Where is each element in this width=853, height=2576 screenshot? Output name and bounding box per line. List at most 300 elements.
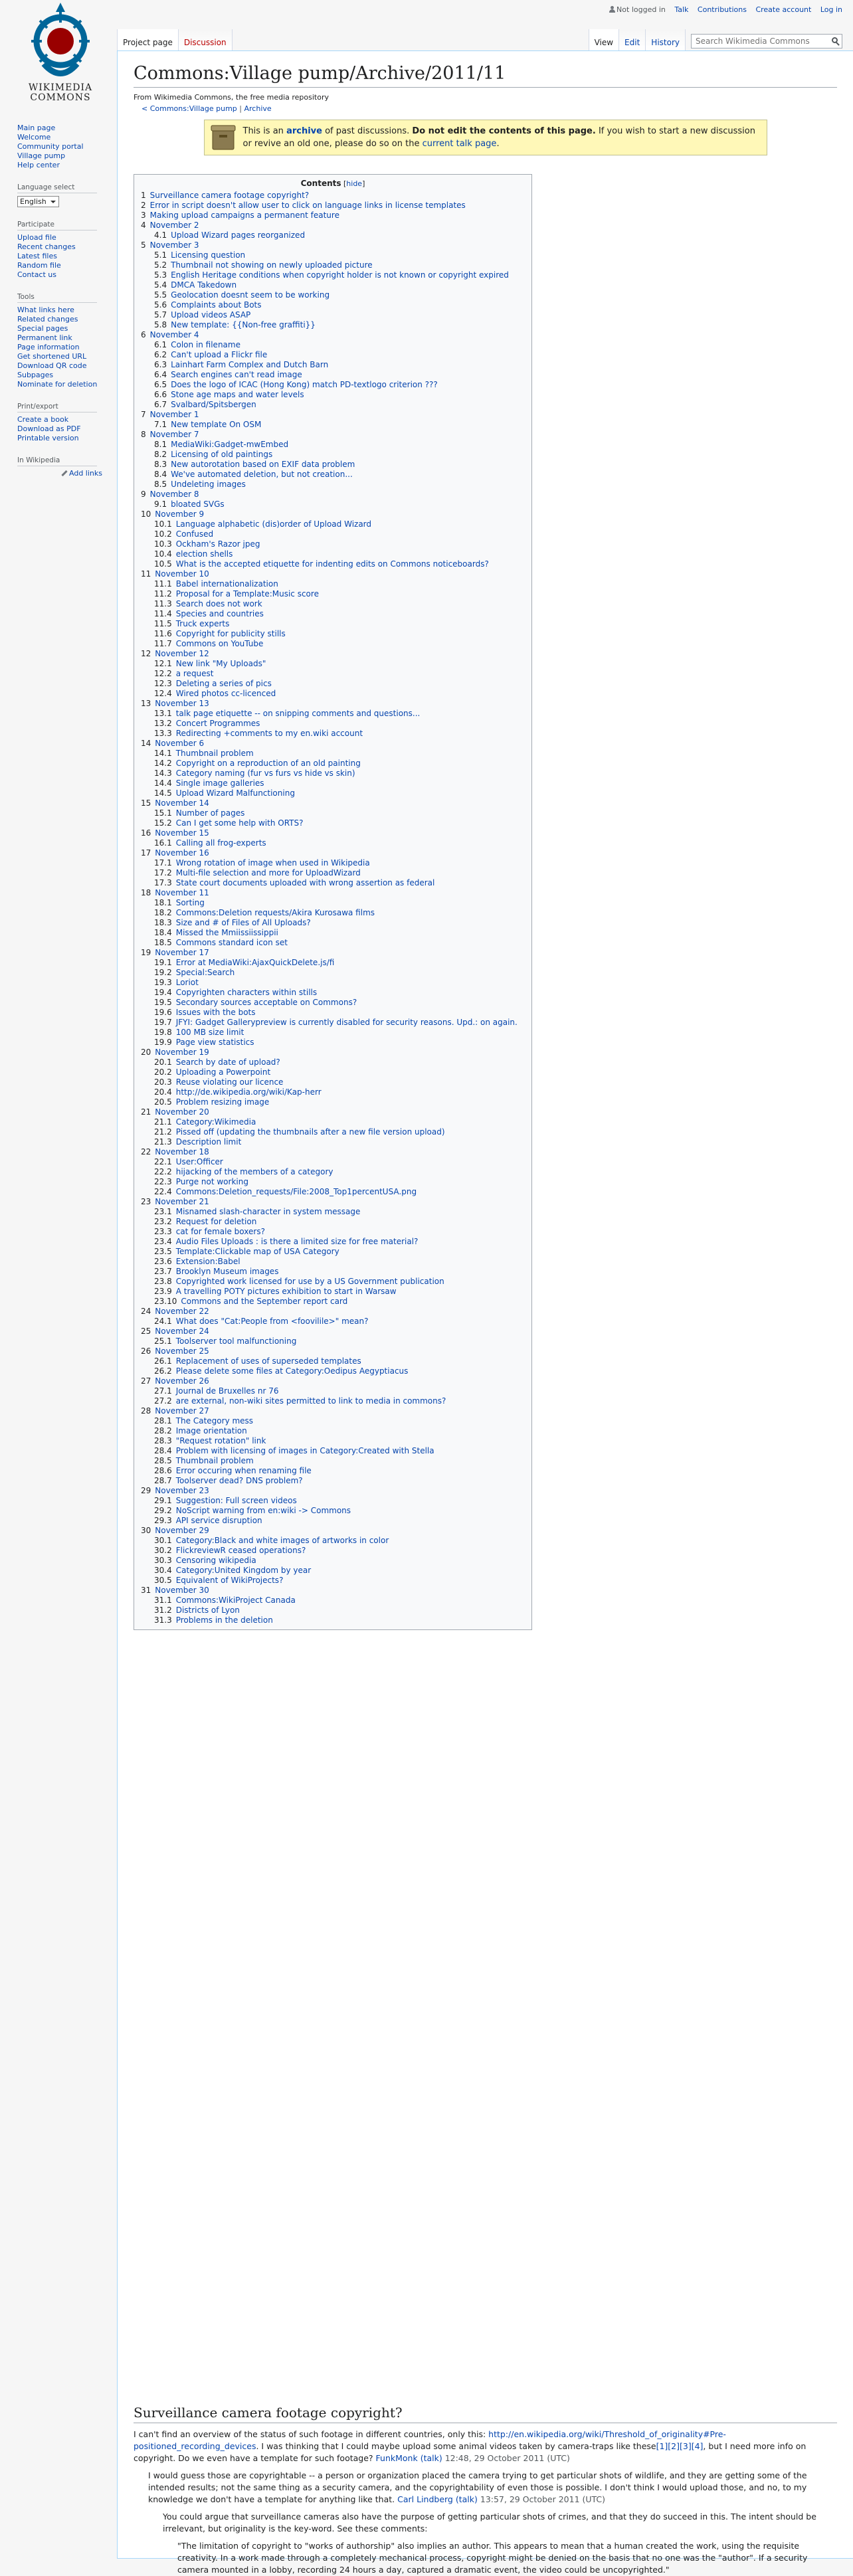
toc-entry[interactable] — [141, 1466, 525, 1476]
toc-entry[interactable] — [141, 1376, 525, 1386]
toc-entry-label[interactable]: Multi-file selection and more for UploadWizard — [175, 868, 361, 877]
toc-entry-label[interactable]: Toolserver dead? DNS problem? — [175, 1476, 303, 1485]
toc-entry-label[interactable]: November 17 — [155, 948, 209, 957]
toc-entry-label[interactable]: November 6 — [155, 739, 205, 748]
toc-entry-label[interactable]: Can I get some help with ORTS? — [175, 818, 304, 828]
toc-entry[interactable] — [141, 739, 525, 749]
sidebar-item-upload-file[interactable]: Upload file — [17, 233, 56, 242]
toc-entry-label[interactable]: November 14 — [155, 798, 209, 808]
toc-entry-label[interactable]: Copyrighten characters within stills — [175, 988, 318, 997]
toc-entry[interactable] — [141, 1038, 525, 1048]
toc-entry[interactable] — [141, 649, 525, 659]
toc-entry-label[interactable]: Pissed off (updating the thumbnails after a new file version upload) — [175, 1127, 445, 1137]
toc-entry-label[interactable]: Category:United Kingdom by year — [175, 1566, 312, 1575]
toc-entry-label[interactable]: Language alphabetic (dis)order of Upload Wizard — [175, 519, 372, 529]
toc-entry[interactable] — [141, 250, 525, 260]
toc-entry[interactable] — [141, 958, 525, 968]
tab-project-page[interactable]: Project page — [117, 29, 179, 50]
toc-entry[interactable] — [141, 609, 525, 619]
toc-entry[interactable] — [141, 569, 525, 579]
toc-entry[interactable] — [141, 828, 525, 838]
toc-entry-label[interactable]: Secondary sources acceptable on Commons? — [175, 998, 357, 1007]
toc-entry[interactable] — [141, 749, 525, 759]
toc-entry-label[interactable]: Districts of Lyon — [175, 1606, 240, 1615]
toc-entry-label[interactable]: A travelling POTY pictures exhibition to start in Warsaw — [175, 1287, 397, 1296]
toc-entry-label[interactable]: Redirecting +comments to my en.wiki account — [175, 729, 363, 738]
toc-entry[interactable] — [141, 470, 525, 480]
toc-entry[interactable] — [141, 1406, 525, 1416]
toc-entry[interactable] — [141, 230, 525, 240]
toc-entry-label[interactable]: a request — [175, 669, 214, 678]
toc-entry-label[interactable]: DMCA Takedown — [171, 280, 237, 290]
toc-entry[interactable] — [141, 370, 525, 380]
language-select[interactable]: English — [17, 196, 59, 207]
toc-entry[interactable] — [141, 559, 525, 569]
toc-entry[interactable] — [141, 1187, 525, 1197]
toc-entry-label[interactable]: Search by date of upload? — [175, 1058, 280, 1067]
sidebar-item-related-changes[interactable]: Related changes — [17, 315, 78, 323]
toc-entry-label[interactable]: November 27 — [155, 1406, 209, 1416]
toc-entry-label[interactable]: Truck experts — [175, 619, 230, 628]
toc-entry[interactable] — [141, 320, 525, 330]
toc-entry-label[interactable]: November 1 — [149, 410, 199, 419]
toc-entry[interactable] — [141, 440, 525, 450]
toc-entry-label[interactable]: bloated SVGs — [171, 500, 225, 509]
toc-entry-label[interactable]: Purge not working — [175, 1177, 248, 1186]
toc-entry[interactable] — [141, 888, 525, 898]
toc-entry[interactable] — [141, 599, 525, 609]
toc-entry[interactable] — [141, 1097, 525, 1107]
toc-entry[interactable] — [141, 808, 525, 818]
search-input[interactable] — [692, 35, 832, 48]
talk-link[interactable]: Talk — [674, 5, 689, 14]
sidebar-item-permanent-link[interactable]: Permanent link — [17, 333, 72, 342]
sidebar-item-latest-files[interactable]: Latest files — [17, 252, 57, 260]
toc-entry-label[interactable]: cat for female boxers? — [175, 1227, 265, 1236]
toc-entry[interactable] — [141, 410, 525, 420]
toc-entry[interactable] — [141, 1396, 525, 1406]
toc-entry-label[interactable]: Extension:Babel — [175, 1257, 240, 1266]
toc-entry[interactable] — [141, 948, 525, 958]
toc-entry[interactable] — [141, 1107, 525, 1117]
toc-entry[interactable] — [141, 928, 525, 938]
toc-entry[interactable] — [141, 998, 525, 1008]
toc-entry-label[interactable]: Can't upload a Flickr file — [171, 350, 268, 359]
toc-entry[interactable] — [141, 1247, 525, 1257]
toc-entry[interactable] — [141, 529, 525, 539]
toc-entry[interactable] — [141, 759, 525, 769]
toc-entry-label[interactable]: "Request rotation" link — [175, 1436, 266, 1445]
toc-entry-label[interactable]: November 20 — [155, 1107, 209, 1117]
toc-entry[interactable] — [141, 300, 525, 310]
toc-entry-label[interactable]: Copyright on a reproduction of an old painting — [175, 759, 361, 768]
breadcrumb-village-pump[interactable]: < Commons:Village pump — [142, 104, 237, 113]
toc-entry[interactable] — [141, 858, 525, 868]
toc-entry[interactable] — [141, 340, 525, 350]
toc-entry[interactable] — [141, 509, 525, 519]
toc-entry-label[interactable]: Calling all frog-experts — [175, 838, 266, 848]
toc-entry-label[interactable]: Commons on YouTube — [175, 639, 264, 648]
toc-entry[interactable] — [141, 1287, 525, 1297]
toc-entry-label[interactable]: Search engines can't read image — [171, 370, 302, 379]
toc-entry[interactable] — [141, 1087, 525, 1097]
sidebar-item-help-center[interactable]: Help center — [17, 161, 60, 169]
toc-entry-label[interactable]: New link "My Uploads" — [175, 659, 266, 668]
toc-entry-label[interactable]: Commons standard icon set — [175, 938, 288, 947]
toc-entry[interactable] — [141, 290, 525, 300]
toc-entry[interactable] — [141, 1566, 525, 1576]
toc-entry[interactable] — [141, 1067, 525, 1077]
toc-entry-label[interactable]: Problem with licensing of images in Category:Created with Stella — [175, 1446, 434, 1455]
toc-entry[interactable] — [141, 1615, 525, 1625]
toc-entry[interactable] — [141, 400, 525, 410]
add-links-link[interactable]: Add links — [69, 469, 102, 478]
sidebar-item-nominate-for-deletion[interactable]: Nominate for deletion — [17, 380, 98, 389]
toc-entry[interactable] — [141, 1496, 525, 1506]
toc-entry[interactable] — [141, 1426, 525, 1436]
toc-entry-label[interactable]: Geolocation doesnt seem to be working — [171, 290, 330, 300]
toc-entry-label[interactable]: Toolserver tool malfunctioning — [175, 1336, 297, 1346]
toc-entry-label[interactable]: Problem resizing image — [175, 1097, 270, 1107]
toc-entry[interactable] — [141, 1476, 525, 1486]
toc-entry[interactable] — [141, 460, 525, 470]
toc-entry[interactable] — [141, 1117, 525, 1127]
toc-entry-label[interactable]: Reuse violating our licence — [175, 1077, 284, 1087]
sidebar-item-contact-us[interactable]: Contact us — [17, 270, 56, 279]
user-talk-link-funkmonk[interactable]: (talk) — [420, 2453, 442, 2463]
toc-entry-label[interactable]: Licensing of old paintings — [171, 450, 273, 459]
toc-entry-label[interactable]: What does "Cat:People from <foovilile>" mean? — [175, 1317, 369, 1326]
toc-entry-label[interactable]: Commons:Deletion requests/Akira Kurosawa films — [175, 908, 375, 917]
toc-entry[interactable] — [141, 1366, 525, 1376]
toc-entry-label[interactable]: Commons:Deletion_requests/File:2008_Top1percentUSA.png — [175, 1187, 417, 1196]
toc-entry[interactable] — [141, 310, 525, 320]
toc-entry-label[interactable]: Journal de Bruxelles nr 76 — [175, 1386, 279, 1396]
toc-entry-label[interactable]: English Heritage conditions when copyright holder is not known or copyright expired — [171, 270, 509, 280]
toc-entry-label[interactable]: Template:Clickable map of USA Category — [175, 1247, 339, 1256]
toc-entry-label[interactable]: User:Officer — [175, 1157, 223, 1166]
tab-edit[interactable]: Edit — [619, 29, 646, 50]
toc-entry-label[interactable]: New autorotation based on EXIF data problem — [171, 460, 355, 469]
toc-entry-label[interactable]: Upload Wizard pages reorganized — [171, 230, 306, 240]
toc-entry[interactable] — [141, 1227, 525, 1237]
toc-entry[interactable] — [141, 769, 525, 779]
toc-entry-label[interactable]: Page view statistics — [175, 1038, 254, 1047]
toc-entry[interactable] — [141, 380, 525, 390]
toc-entry-label[interactable]: Size and # of Files of All Uploads? — [175, 918, 311, 927]
toc-entry-label[interactable]: Copyright for publicity stills — [175, 629, 286, 638]
toc-entry-label[interactable]: November 10 — [155, 569, 209, 579]
toc-entry[interactable] — [141, 1207, 525, 1217]
toc-entry-label[interactable]: Please delete some files at Category:Oedipus Aegyptiacus — [175, 1366, 409, 1376]
toc-entry-label[interactable]: Suggestion: Full screen videos — [175, 1496, 297, 1505]
toc-entry[interactable] — [141, 1546, 525, 1556]
toc-entry[interactable] — [141, 1267, 525, 1277]
toc-entry-label[interactable]: Lainhart Farm Complex and Dutch Barn — [171, 360, 329, 369]
toc-entry-label[interactable]: Error occuring when renaming file — [175, 1466, 312, 1475]
toc-entry-label[interactable]: November 25 — [155, 1346, 209, 1356]
toc-entry[interactable] — [141, 1456, 525, 1466]
toc-entry[interactable] — [141, 798, 525, 808]
toc-entry-label[interactable]: Loriot — [175, 978, 199, 987]
toc-entry-label[interactable]: Babel internationalization — [175, 579, 278, 589]
toc-entry[interactable] — [141, 898, 525, 908]
toc-entry-label[interactable]: Number of pages — [175, 808, 245, 818]
toc-entry[interactable] — [141, 818, 525, 828]
search-icon[interactable] — [832, 37, 838, 43]
toc-entry-label[interactable]: Request for deletion — [175, 1217, 257, 1226]
toc-entry-label[interactable]: Replacement of uses of superseded templates — [175, 1356, 361, 1366]
toc-entry[interactable] — [141, 500, 525, 509]
sidebar-item-recent-changes[interactable]: Recent changes — [17, 242, 76, 251]
create-account-link[interactable]: Create account — [755, 5, 812, 14]
toc-entry[interactable] — [141, 579, 525, 589]
sidebar-item-what-links-here[interactable]: What links here — [17, 306, 74, 314]
toc-entry-label[interactable]: Audio Files Uploads : is there a limited size for free material? — [175, 1237, 419, 1246]
toc-entry-label[interactable]: What is the accepted etiquette for indenting edits on Commons noticeboards? — [175, 559, 489, 569]
toc-entry-label[interactable]: November 8 — [149, 490, 199, 499]
toc-entry[interactable] — [141, 211, 525, 221]
toc-entry-label[interactable]: Special:Search — [175, 968, 235, 977]
toc-entry[interactable] — [141, 629, 525, 639]
toc-entry[interactable] — [141, 390, 525, 400]
toc-entry-label[interactable]: Issues with the bots — [175, 1008, 256, 1017]
toc-entry-label[interactable]: November 7 — [149, 430, 199, 439]
toc-entry-label[interactable]: Error at MediaWiki:AjaxQuickDelete.js/fi — [175, 958, 335, 967]
toc-entry[interactable] — [141, 729, 525, 739]
toc-entry[interactable] — [141, 689, 525, 699]
toc-entry[interactable] — [141, 1157, 525, 1167]
toc-entry-label[interactable]: November 30 — [155, 1586, 209, 1595]
toc-entry[interactable] — [141, 589, 525, 599]
toc-entry-label[interactable]: Error in script doesn't allow user to click on language links in license templates — [149, 201, 466, 210]
user-link-carl-lindberg[interactable]: Carl Lindberg — [397, 2494, 453, 2504]
user-link-funkmonk[interactable]: FunkMonk — [375, 2453, 418, 2463]
toc-entry[interactable] — [141, 709, 525, 719]
contributions-link[interactable]: Contributions — [697, 5, 747, 14]
toc-entry[interactable] — [141, 1486, 525, 1496]
toc-entry-label[interactable]: Missed the Mmiissiissippii — [175, 928, 278, 937]
toc-entry[interactable] — [141, 1307, 525, 1317]
toc-entry-label[interactable]: Search does not work — [175, 599, 262, 608]
toc-entry[interactable] — [141, 1526, 525, 1536]
toc-entry-label[interactable]: November 11 — [155, 888, 209, 897]
toc-entry[interactable] — [141, 1277, 525, 1287]
toc-entry[interactable] — [141, 659, 525, 669]
toc-entry[interactable] — [141, 1536, 525, 1546]
toc-entry-label[interactable]: Deleting a series of pics — [175, 679, 272, 688]
toc-entry-label[interactable]: Surveillance camera footage copyright? — [149, 191, 310, 200]
toc-entry[interactable] — [141, 1077, 525, 1087]
toc-entry[interactable] — [141, 539, 525, 549]
toc-entry[interactable] — [141, 779, 525, 788]
toc-hide-toggle[interactable]: hide — [346, 179, 363, 188]
sidebar-item-subpages[interactable]: Subpages — [17, 371, 54, 379]
toc-entry-label[interactable]: NoScript warning from en:wiki -> Commons — [175, 1506, 351, 1515]
toc-entry-label[interactable]: Problems in the deletion — [175, 1615, 273, 1625]
toc-entry[interactable] — [141, 1346, 525, 1356]
toc-entry-label[interactable]: FlickreviewR ceased operations? — [175, 1546, 306, 1555]
toc-entry[interactable] — [141, 1416, 525, 1426]
toc-entry[interactable] — [141, 1048, 525, 1058]
toc-entry-label[interactable]: November 12 — [155, 649, 209, 658]
archive-link[interactable]: archive — [286, 126, 322, 136]
toc-entry[interactable] — [141, 1167, 525, 1177]
toc-entry[interactable] — [141, 1446, 525, 1456]
sidebar-item-get-shortened-url[interactable]: Get shortened URL — [17, 352, 87, 361]
toc-entry-label[interactable]: Upload videos ASAP — [171, 310, 251, 320]
toc-entry[interactable] — [141, 240, 525, 250]
sidebar-item-village-pump[interactable]: Village pump — [17, 151, 66, 160]
toc-entry[interactable] — [141, 838, 525, 848]
toc-entry[interactable] — [141, 280, 525, 290]
toc-entry-label[interactable]: Upload Wizard Malfunctioning — [175, 788, 295, 798]
toc-entry[interactable] — [141, 480, 525, 490]
toc-entry[interactable] — [141, 788, 525, 798]
reference-links[interactable]: [1][2][3][4] — [656, 2441, 704, 2451]
toc-entry[interactable] — [141, 430, 525, 440]
toc-entry-label[interactable]: hijacking of the members of a category — [175, 1167, 333, 1176]
toc-entry-label[interactable]: Licensing question — [171, 250, 246, 260]
toc-entry-label[interactable]: http://de.wikipedia.org/wiki/Kap-herr — [175, 1087, 322, 1097]
toc-entry-label[interactable]: Confused — [175, 529, 214, 539]
toc-entry-label[interactable]: Svalbard/Spitsbergen — [171, 400, 256, 409]
toc-entry[interactable] — [141, 420, 525, 430]
toc-entry[interactable] — [141, 1197, 525, 1207]
toc-entry-label[interactable]: November 9 — [155, 509, 205, 519]
toc-entry[interactable] — [141, 350, 525, 360]
toc-entry[interactable] — [141, 1596, 525, 1606]
toc-entry[interactable] — [141, 1586, 525, 1596]
toc-entry[interactable] — [141, 679, 525, 689]
tab-view[interactable]: View — [589, 29, 619, 50]
toc-entry-label[interactable]: Thumbnail not showing on newly uploaded picture — [171, 260, 373, 270]
toc-entry[interactable] — [141, 201, 525, 211]
toc-entry-label[interactable]: Thumbnail problem — [175, 749, 254, 758]
user-talk-link-carl-lindberg[interactable]: (talk) — [455, 2494, 478, 2504]
toc-entry[interactable] — [141, 1147, 525, 1157]
toc-entry[interactable] — [141, 1008, 525, 1018]
toc-entry-label[interactable]: are external, non-wiki sites permitted to link to media in commons? — [175, 1396, 446, 1406]
toc-entry[interactable] — [141, 868, 525, 878]
toc-entry-label[interactable]: November 23 — [155, 1486, 209, 1495]
toc-entry-label[interactable]: Wired photos cc-licenced — [175, 689, 276, 698]
sidebar-item-community-portal[interactable]: Community portal — [17, 142, 84, 151]
toc-entry[interactable] — [141, 549, 525, 559]
toc-entry[interactable] — [141, 490, 525, 500]
toc-entry-label[interactable]: Wrong rotation of image when used in Wikipedia — [175, 858, 370, 868]
toc-entry[interactable] — [141, 1257, 525, 1267]
toc-entry-label[interactable]: Sorting — [175, 898, 205, 907]
toc-entry[interactable] — [141, 1317, 525, 1327]
toc-entry-label[interactable]: API service disruption — [175, 1516, 262, 1525]
toc-entry-label[interactable]: Single image galleries — [175, 779, 264, 788]
toc-entry-label[interactable]: election shells — [175, 549, 233, 559]
sidebar-item-page-information[interactable]: Page information — [17, 343, 80, 351]
toc-entry-label[interactable]: November 2 — [149, 221, 199, 230]
sidebar-item-welcome[interactable]: Welcome — [17, 133, 51, 141]
toc-entry[interactable] — [141, 918, 525, 928]
toc-entry[interactable] — [141, 878, 525, 888]
toc-entry-label[interactable]: Misnamed slash-character in system message — [175, 1207, 361, 1216]
toc-entry-label[interactable]: Uploading a Powerpoint — [175, 1067, 271, 1077]
toc-entry[interactable] — [141, 1217, 525, 1227]
toc-entry[interactable] — [141, 1137, 525, 1147]
toc-entry[interactable] — [141, 719, 525, 729]
toc-entry-label[interactable]: Brooklyn Museum images — [175, 1267, 279, 1276]
toc-entry-label[interactable]: Category naming (fur vs furs vs hide vs skin) — [175, 769, 355, 778]
toc-entry[interactable] — [141, 699, 525, 709]
toc-entry[interactable] — [141, 1606, 525, 1615]
toc-entry-label[interactable]: Undeleting images — [171, 480, 246, 489]
toc-entry[interactable] — [141, 191, 525, 201]
sidebar-item-printable-version[interactable]: Printable version — [17, 434, 79, 442]
sidebar-item-download-as-pdf[interactable]: Download as PDF — [17, 424, 81, 433]
toc-entry[interactable] — [141, 1127, 525, 1137]
threshold-originality-link[interactable]: http://en.wikipedia.org/wiki/Threshold_of_originality#Pre-positioned_recording_devices — [134, 2429, 726, 2451]
toc-entry[interactable] — [141, 330, 525, 340]
log-in-link[interactable]: Log in — [820, 5, 842, 14]
toc-entry[interactable] — [141, 1386, 525, 1396]
tab-history[interactable]: History — [646, 29, 686, 50]
sidebar-item-main-page[interactable]: Main page — [17, 124, 56, 132]
toc-entry[interactable] — [141, 1177, 525, 1187]
toc-entry-label[interactable]: Commons:WikiProject Canada — [175, 1596, 296, 1605]
toc-entry-label[interactable]: Copyrighted work licensed for use by a US Government publication — [175, 1277, 444, 1286]
toc-entry-label[interactable]: New template: {{Non-free graffiti}} — [171, 320, 316, 329]
toc-entry-label[interactable]: November 26 — [155, 1376, 209, 1386]
toc-entry[interactable] — [141, 1336, 525, 1346]
toc-entry-label[interactable]: Stone age maps and water levels — [171, 390, 304, 399]
toc-entry[interactable] — [141, 938, 525, 948]
toc-entry[interactable] — [141, 270, 525, 280]
toc-entry[interactable] — [141, 1576, 525, 1586]
toc-entry-label[interactable]: Description limit — [175, 1137, 242, 1147]
toc-entry-label[interactable]: 100 MB size limit — [175, 1028, 244, 1037]
toc-entry-label[interactable]: November 4 — [149, 330, 199, 339]
toc-entry-label[interactable]: Complaints about Bots — [171, 300, 262, 310]
toc-entry-label[interactable]: Colon in filename — [171, 340, 240, 349]
sidebar-item-random-file[interactable]: Random file — [17, 261, 61, 270]
toc-entry-label[interactable]: November 22 — [155, 1307, 209, 1316]
toc-entry-label[interactable]: New template On OSM — [171, 420, 262, 429]
toc-entry-label[interactable]: JFYI: Gadget Gallerypreview is currently disabled for security reasons. Upd.: on again. — [175, 1018, 518, 1027]
toc-entry-label[interactable]: Proposal for a Template:Music score — [175, 589, 319, 598]
toc-entry[interactable] — [141, 1018, 525, 1028]
toc-entry-label[interactable]: November 13 — [155, 699, 209, 708]
toc-entry-label[interactable]: Thumbnail problem — [175, 1456, 254, 1465]
toc-entry-label[interactable]: We've automated deletion, but not creation... — [171, 470, 353, 479]
toc-entry[interactable] — [141, 848, 525, 858]
toc-entry-label[interactable]: Ockham's Razor jpeg — [175, 539, 260, 549]
toc-entry-label[interactable]: November 19 — [155, 1048, 209, 1057]
toc-entry[interactable] — [141, 450, 525, 460]
toc-entry-label[interactable]: MediaWiki:Gadget-mwEmbed — [171, 440, 289, 449]
current-talk-page-link[interactable]: current talk page — [422, 139, 497, 149]
toc-entry[interactable] — [141, 1297, 525, 1307]
toc-entry-label[interactable]: Censoring wikipedia — [175, 1556, 256, 1565]
site-logo[interactable] — [17, 0, 104, 106]
toc-entry-label[interactable]: The Category mess — [175, 1416, 254, 1426]
toc-entry[interactable] — [141, 221, 525, 230]
toc-entry[interactable] — [141, 1058, 525, 1067]
breadcrumb-archive[interactable]: Archive — [244, 104, 272, 113]
toc-entry[interactable] — [141, 1356, 525, 1366]
toc-entry[interactable] — [141, 360, 525, 370]
toc-entry-label[interactable]: Making upload campaigns a permanent feature — [149, 211, 339, 220]
sidebar-item-create-a-book[interactable]: Create a book — [17, 415, 69, 424]
sidebar-item-special-pages[interactable]: Special pages — [17, 324, 68, 333]
